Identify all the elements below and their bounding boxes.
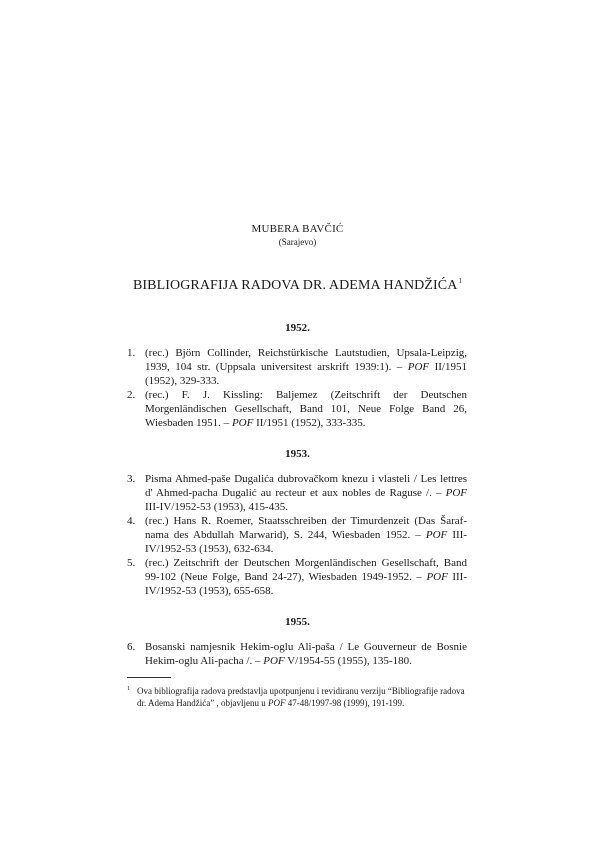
- entry-text: Pisma Ahmed-paše Dugalića dubrovačkom knezu i vlasteli / Les lettres d' Ahmed-pacha Dugalić au recteur et aux nobles de Raguse /. – POF III-IV/1952-53 (1953), 415-435.: [145, 473, 467, 513]
- title-footnote-mark: 1: [458, 277, 463, 285]
- entry-text: (rec.) F. J. Kissling: Baljemez (Zeitschrift der Deutschen Morgenländischen Gesellschaft, Band 101, Neue Folge Band 26, Wiesbaden 1951. – POF II/1951 (1952), 333-335.: [145, 389, 467, 429]
- entry-number: 5.: [127, 557, 136, 569]
- footnote-mark: 1: [127, 686, 130, 692]
- footnote-divider: [127, 677, 171, 678]
- bibliography-entry: [127, 640, 467, 668]
- entry-text: (rec.) Zeitschrift der Deutschen Morgenländischen Gesellschaft, Band 99-102 (Neue Folge, Band 24-27), Wiesbaden 1949-1952. – POF III-IV/1952-53 (1953), 655-658.: [145, 557, 467, 597]
- title-text: BIBLIOGRAFIJA RADOVA DR. ADEMA HANDŽIĆA: [132, 278, 458, 293]
- author-city: (Sarajevo): [278, 237, 317, 247]
- bibliography-entry: [127, 556, 467, 598]
- footnote: [127, 685, 472, 709]
- year-heading-1952: 1952.: [285, 322, 310, 334]
- entry-number: 6.: [127, 641, 136, 653]
- document-title: [0, 277, 595, 294]
- entry-text: Bosanski namjesnik Hekim-oglu Ali-paša / Le Gouverneur de Bosnie Hekim-oglu Ali-pacha /. – POF V/1954-55 (1955), 135-180.: [145, 641, 467, 667]
- entry-text: (rec.) Hans R. Roemer, Staatsschreiben der Timurdenzeit (Das Šaraf-nama des Abdullah Marwarid), S. 244, Wiesbaden 1952. – POF III-IV/1952-53 (1953), 632-634.: [145, 515, 467, 555]
- bibliography-entry: [127, 514, 467, 556]
- footnote-text: Ova bibliografija radova predstavlja upotpunjenu i revidiranu verziju “Bibliografije radova dr. Adema Handžića” , objavljenu u POF 47-48/1997-98 (1999), 191-199.: [137, 686, 465, 708]
- bibliography-entry: [127, 346, 467, 388]
- year-heading-1955: 1955.: [285, 616, 310, 628]
- entry-text: (rec.) Björn Collinder, Reichstürkische Lautstudien, Upsala-Leipzig, 1939, 104 str. (Uppsala universitest arskrift 1939:1). – POF II/1951 (1952), 329-333.: [145, 347, 467, 387]
- bibliography-entry: [127, 472, 467, 514]
- year-heading-1953: 1953.: [285, 448, 310, 460]
- author-name: MUBERA BAVČIĆ: [251, 223, 344, 235]
- entry-number: 2.: [127, 389, 136, 401]
- bibliography-entry: [127, 388, 467, 430]
- entry-number: 1.: [127, 347, 136, 359]
- entry-number: 4.: [127, 515, 136, 527]
- entry-number: 3.: [127, 473, 136, 485]
